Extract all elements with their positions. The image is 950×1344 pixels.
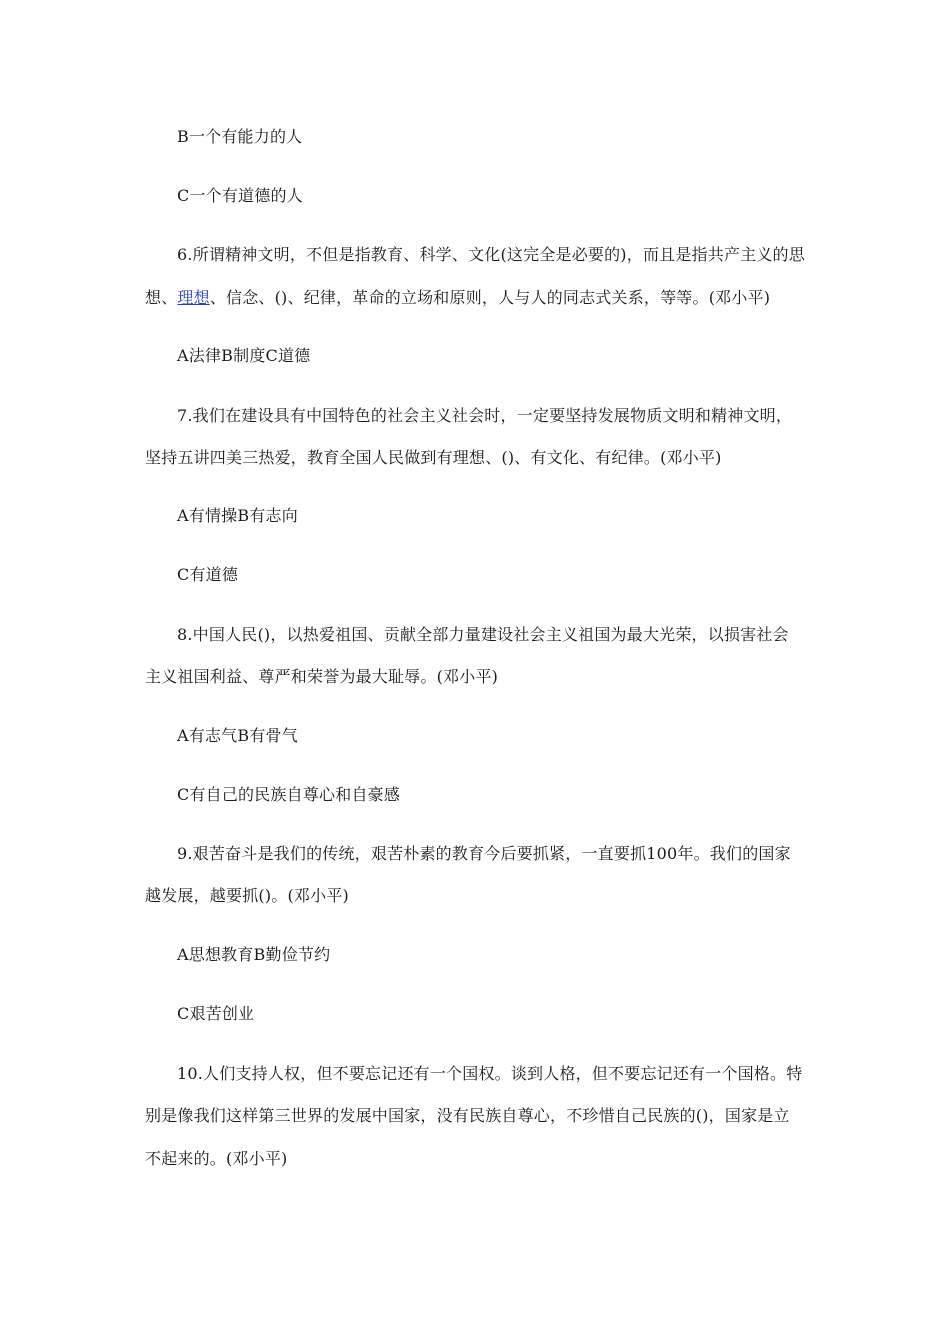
question-7-line-2: 坚持五讲四美三热爱，教育全国人民做到有理想、()、有文化、有纪律。(邓小平) bbox=[145, 448, 722, 467]
question-9-line-2: 越发展，越要抓()。(邓小平) bbox=[145, 886, 349, 905]
question-8-line-2: 主义祖国利益、尊严和荣誉为最大耻辱。(邓小平) bbox=[145, 667, 499, 686]
question-6-line-2-end: 、信念、()、纪律，革命的立场和原则，人与人的同志式关系，等等。(邓小平) bbox=[209, 288, 771, 307]
option-7ab: A有情操B有志向 bbox=[177, 506, 298, 525]
question-10-line-2: 别是像我们这样第三世界的发展中国家，没有民族自尊心，不珍惜自己民族的()，国家是立 bbox=[145, 1106, 790, 1125]
question-6-line-1: 6.所谓精神文明，不但是指教育、科学、文化(这完全是必要的)，而且是指共产主义的思 bbox=[177, 245, 805, 264]
option-6: A法律B制度C道德 bbox=[177, 346, 311, 365]
option-8c: C有自己的民族自尊心和自豪感 bbox=[177, 785, 401, 804]
option-9c: C艰苦创业 bbox=[177, 1004, 255, 1023]
question-7-line-1: 7.我们在建设具有中国特色的社会主义社会时，一定要坚持发展物质文明和精神文明， bbox=[177, 406, 793, 425]
question-6-line-2 bbox=[145, 288, 815, 308]
option-5c: C一个有道德的人 bbox=[177, 186, 303, 205]
question-10-line-1: 10.人们支持人权，但不要忘记还有一个国权。谈到人格，但不要忘记还有一个国格。特 bbox=[177, 1064, 803, 1083]
question-9-line-1: 9.艰苦奋斗是我们的传统，艰苦朴素的教育今后要抓紧，一直要抓100年。我们的国家 bbox=[177, 844, 791, 863]
link-lixiang[interactable]: 理想 bbox=[177, 288, 210, 307]
question-10-line-3: 不起来的。(邓小平) bbox=[145, 1149, 288, 1168]
option-8ab: A有志气B有骨气 bbox=[177, 726, 298, 745]
option-7c: C有道德 bbox=[177, 565, 239, 584]
question-8-line-1: 8.中国人民()，以热爱祖国、贡献全部力量建设社会主义祖国为最大光荣，以损害社会 bbox=[177, 625, 789, 644]
option-9ab: A思想教育B勤俭节约 bbox=[177, 945, 331, 964]
option-5b: B一个有能力的人 bbox=[177, 127, 303, 146]
question-6-line-2-start: 想、 bbox=[145, 288, 178, 307]
